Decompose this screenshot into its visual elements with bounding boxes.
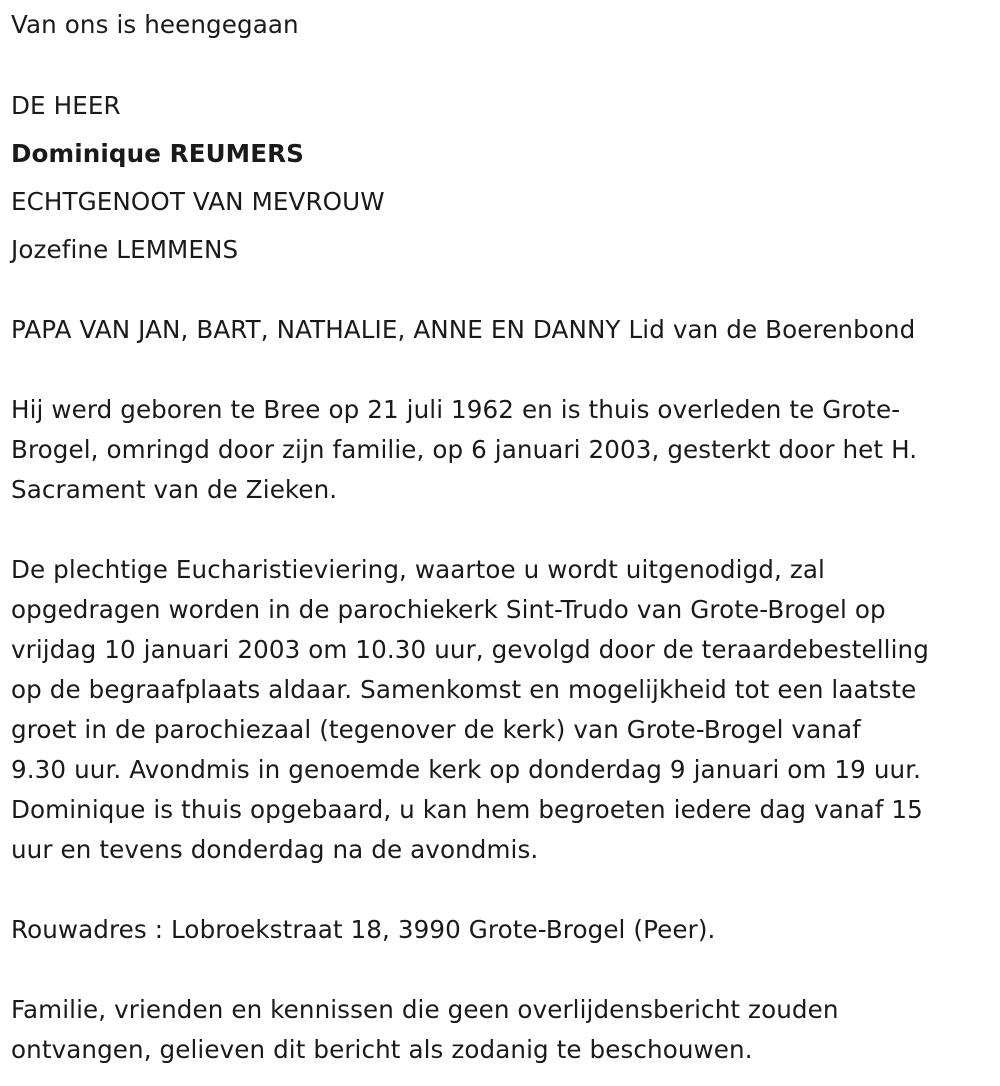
ceremony-line: vrijdag 10 januari 2003 om 10.30 uur, gevolgd door de teraardebestelling — [11, 635, 929, 664]
children-line: PAPA VAN JAN, BART, NATHALIE, ANNE EN DANNY Lid van de Boerenbond — [11, 315, 916, 344]
ceremony-line: uur en tevens donderdag na de avondmis. — [11, 835, 539, 864]
birth-death-line: Hij werd geboren te Bree op 21 juli 1962 en is thuis overleden te Grote- — [11, 395, 901, 424]
spouse-label: ECHTGENOOT VAN MEVROUW — [11, 187, 385, 216]
title-prefix: DE HEER — [11, 91, 121, 120]
deceased-name: Dominique REUMERS — [11, 139, 304, 168]
ceremony-line: 9.30 uur. Avondmis in genoemde kerk op donderdag 9 januari om 19 uur. — [11, 755, 922, 784]
birth-death-line: Brogel, omringd door zijn familie, op 6 januari 2003, gesterkt door het H. — [11, 435, 918, 464]
ceremony-line: Dominique is thuis opgebaard, u kan hem begroeten iedere dag vanaf 15 — [11, 795, 923, 824]
ceremony-line: op de begraafplaats aldaar. Samenkomst en mogelijkheid tot een laatste — [11, 675, 917, 704]
mourning-address: Rouwadres : Lobroekstraat 18, 3990 Grote-Brogel (Peer). — [11, 915, 716, 944]
spouse-name: Jozefine LEMMENS — [11, 235, 239, 264]
intro-text: Van ons is heengegaan — [11, 10, 299, 39]
ceremony-line: groet in de parochiezaal (tegenover de kerk) van Grote-Brogel vanaf — [11, 715, 861, 744]
ceremony-line: De plechtige Eucharistieviering, waartoe u wordt uitgenodigd, zal — [11, 555, 825, 584]
birth-death-line: Sacrament van de Zieken. — [11, 475, 338, 504]
closing-line: Familie, vrienden en kennissen die geen overlijdensbericht zouden — [11, 995, 839, 1024]
closing-line: ontvangen, gelieven dit bericht als zodanig te beschouwen. — [11, 1035, 753, 1064]
ceremony-line: opgedragen worden in de parochiekerk Sint-Trudo van Grote-Brogel op — [11, 595, 886, 624]
